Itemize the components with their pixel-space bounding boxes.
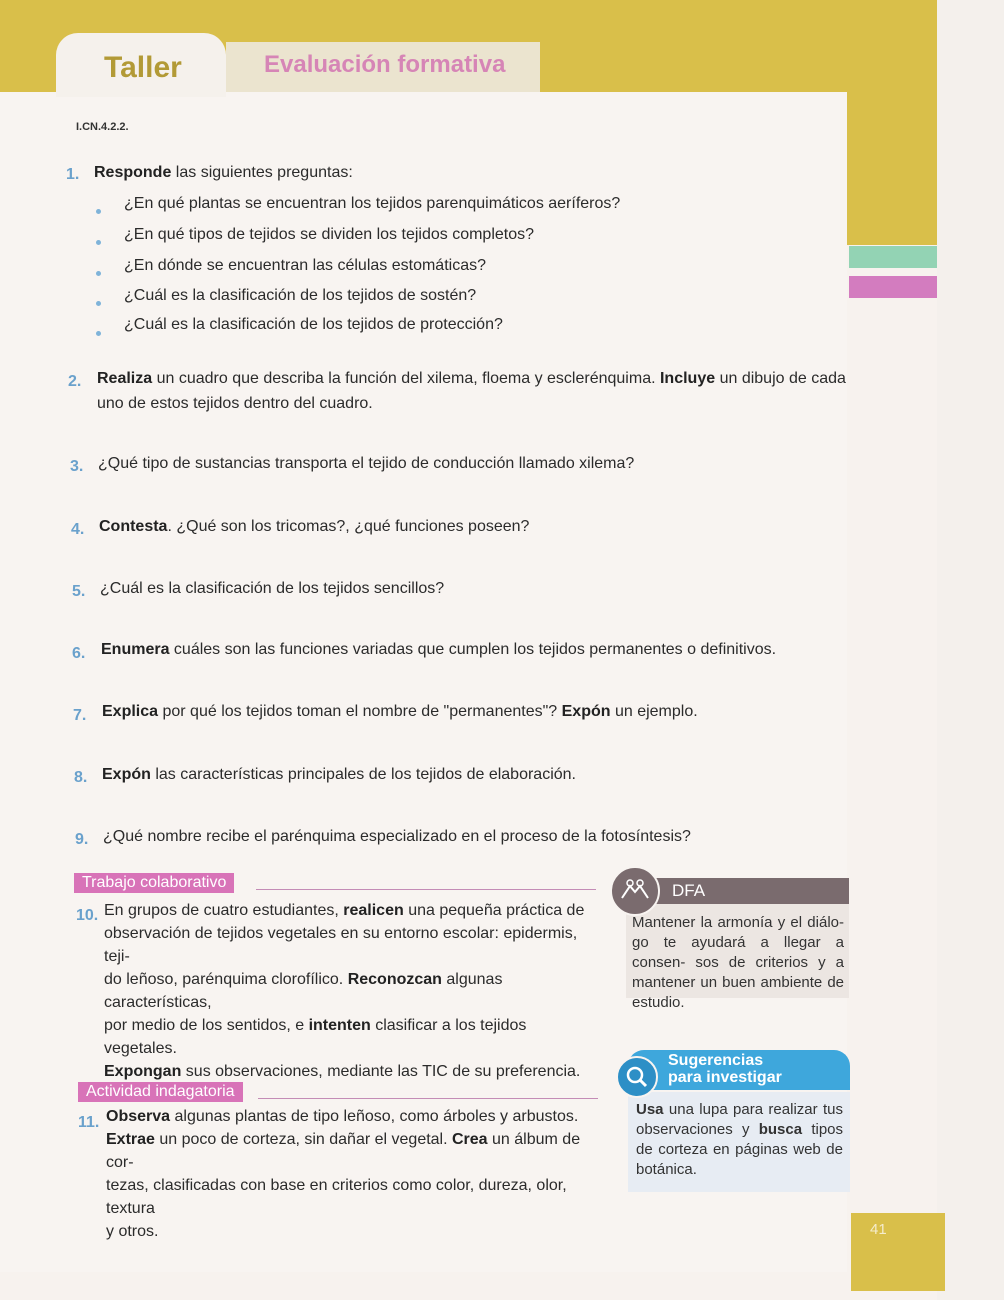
subquestion: ¿En qué tipos de tejidos se dividen los tejidos completos?	[124, 226, 535, 243]
question-text: algunas plantas de tipo leñoso, como árboles y arbustos.	[170, 1108, 579, 1125]
verb: Realiza	[97, 370, 153, 387]
verb: intenten	[308, 1017, 371, 1034]
question-6	[101, 637, 776, 662]
question-2	[97, 366, 846, 416]
sugerencias-title	[668, 1052, 782, 1086]
verb: Crea	[452, 1131, 488, 1148]
verb: Enumera	[101, 641, 170, 658]
trabajo-colaborativo-heading: Trabajo colaborativo	[74, 873, 234, 893]
question-text: una pequeña práctica de	[403, 902, 585, 919]
question-text: En grupos de cuatro estudiantes,	[104, 902, 344, 919]
green-marker	[849, 246, 937, 268]
verb: Responde	[94, 164, 172, 181]
question-text: un dibujo de cada	[715, 370, 846, 387]
question-text: uno de estos tejidos dentro del cuadro.	[97, 395, 373, 412]
question-text: y otros.	[106, 1223, 159, 1240]
question-text: ¿Cuál es la clasificación de los tejidos sencillos?	[100, 580, 445, 597]
question-5	[100, 576, 444, 601]
question-1	[94, 160, 353, 185]
question-text: observación de tejidos vegetales en su entorno escolar: epidermis, teji-	[104, 925, 578, 965]
question-number: 7.	[73, 707, 87, 724]
page-number-box	[851, 1213, 945, 1291]
question-number: 11.	[78, 1114, 100, 1131]
question-number: 8.	[74, 769, 88, 786]
sugerencias-header	[628, 1050, 850, 1090]
question-7	[102, 699, 698, 724]
question-text: un poco de corteza, sin dañar el vegetal.	[154, 1131, 452, 1148]
verb: Reconozcan	[347, 971, 442, 988]
actividad-indagatoria-heading: Actividad indagatoria	[78, 1082, 243, 1102]
question-number: 2.	[68, 373, 82, 390]
question-text: las características principales de los tejidos de elaboración.	[150, 766, 576, 783]
dfa-text: Mantener la armonía y el diálo- go te ayudará a llegar a consen- sos de criterios y a mantener un buen ambiente de estudio.	[632, 914, 844, 1011]
question-9	[103, 824, 691, 849]
verb: realicen	[343, 902, 404, 919]
question-4	[99, 514, 529, 539]
page-edge	[937, 0, 1004, 1300]
question-number: 9.	[75, 831, 89, 848]
indicator-code: I.CN.4.2.2.	[76, 121, 129, 133]
verb: Expón	[102, 766, 151, 783]
question-text: las siguientes preguntas:	[171, 164, 353, 181]
question-number: 3.	[70, 458, 84, 475]
bullet-icon	[96, 331, 101, 336]
suggestion-text: tipos de corteza en páginas web de botánica.	[636, 1121, 844, 1178]
question-8	[102, 762, 576, 787]
pink-marker	[849, 276, 937, 298]
tab-evaluacion	[226, 42, 540, 92]
question-text: un ejemplo.	[610, 703, 698, 720]
question-text: ¿Qué tipo de sustancias transporta el tejido de conducción llamado xilema?	[98, 455, 635, 472]
verb: Expón	[561, 703, 611, 720]
question-text: . ¿Qué son los tricomas?, ¿qué funciones poseen?	[167, 518, 530, 535]
question-text: por medio de los sentidos, e	[104, 1017, 309, 1034]
bullet-icon	[96, 301, 101, 306]
subquestion: ¿En qué plantas se encuentran los tejidos parenquimáticos aeríferos?	[124, 195, 621, 212]
verb: Explica	[102, 703, 159, 720]
bullet-icon	[96, 271, 101, 276]
question-number: 5.	[72, 583, 86, 600]
tab-taller	[56, 33, 226, 97]
handshake-icon	[610, 866, 660, 916]
question-text: tezas, clasificadas con base en criterios como color, dureza, olor, textura	[106, 1177, 567, 1217]
question-10	[104, 899, 597, 1083]
question-11	[106, 1105, 598, 1243]
verb: Extrae	[106, 1131, 155, 1148]
question-text: cuáles son las funciones variadas que cumplen los tejidos permanentes o definitivos.	[169, 641, 777, 658]
question-number: 10.	[76, 907, 99, 924]
verb: Usa	[636, 1101, 664, 1118]
bullet-icon	[96, 240, 101, 245]
magnifier-icon	[616, 1056, 658, 1098]
page-number: 41	[870, 1221, 887, 1238]
suggestion-text: una lupa para realizar tus observaciones y	[636, 1101, 843, 1138]
question-text: do leñoso, parénquima clorofílico.	[104, 971, 348, 988]
sugerencias-title-line2: para investigar	[668, 1069, 782, 1086]
dfa-title: DFA	[672, 881, 706, 900]
question-number: 6.	[72, 645, 86, 662]
question-text: un cuadro que describa la función del xilema, floema y esclerénquima.	[152, 370, 660, 387]
sugerencias-text	[636, 1100, 843, 1180]
tab-evaluacion-label: Evaluación formativa	[264, 51, 506, 78]
question-text: clasificar a los tejidos vegetales.	[104, 1017, 527, 1057]
question-text: por qué los tejidos toman el nombre de "permanentes"?	[158, 703, 562, 720]
question-number: 1.	[66, 166, 80, 183]
section-divider	[258, 1098, 598, 1099]
bullet-icon	[96, 209, 101, 214]
verb: busca	[758, 1121, 803, 1138]
question-text: algunas características,	[104, 971, 503, 1011]
sugerencias-title-line1: Sugerencias	[668, 1052, 764, 1069]
question-text: un álbum de cor-	[106, 1131, 581, 1171]
subquestion: ¿En dónde se encuentran las células estomáticas?	[124, 257, 486, 274]
tab-taller-label: Taller	[104, 51, 182, 84]
verb: Observa	[106, 1108, 171, 1125]
question-text: ¿Qué nombre recibe el parénquima especializado en el proceso de la fotosíntesis?	[103, 828, 691, 845]
header-band-right	[847, 0, 937, 245]
section-divider	[256, 889, 596, 890]
subquestion: ¿Cuál es la clasificación de los tejidos de protección?	[124, 316, 503, 333]
question-number: 4.	[71, 521, 85, 538]
verb: Expongan	[104, 1063, 182, 1080]
verb: Contesta	[99, 518, 168, 535]
question-3	[98, 451, 634, 476]
question-text: sus observaciones, mediante las TIC de su preferencia.	[181, 1063, 581, 1080]
verb: Incluye	[659, 370, 716, 387]
subquestion: ¿Cuál es la clasificación de los tejidos de sostén?	[124, 287, 477, 304]
